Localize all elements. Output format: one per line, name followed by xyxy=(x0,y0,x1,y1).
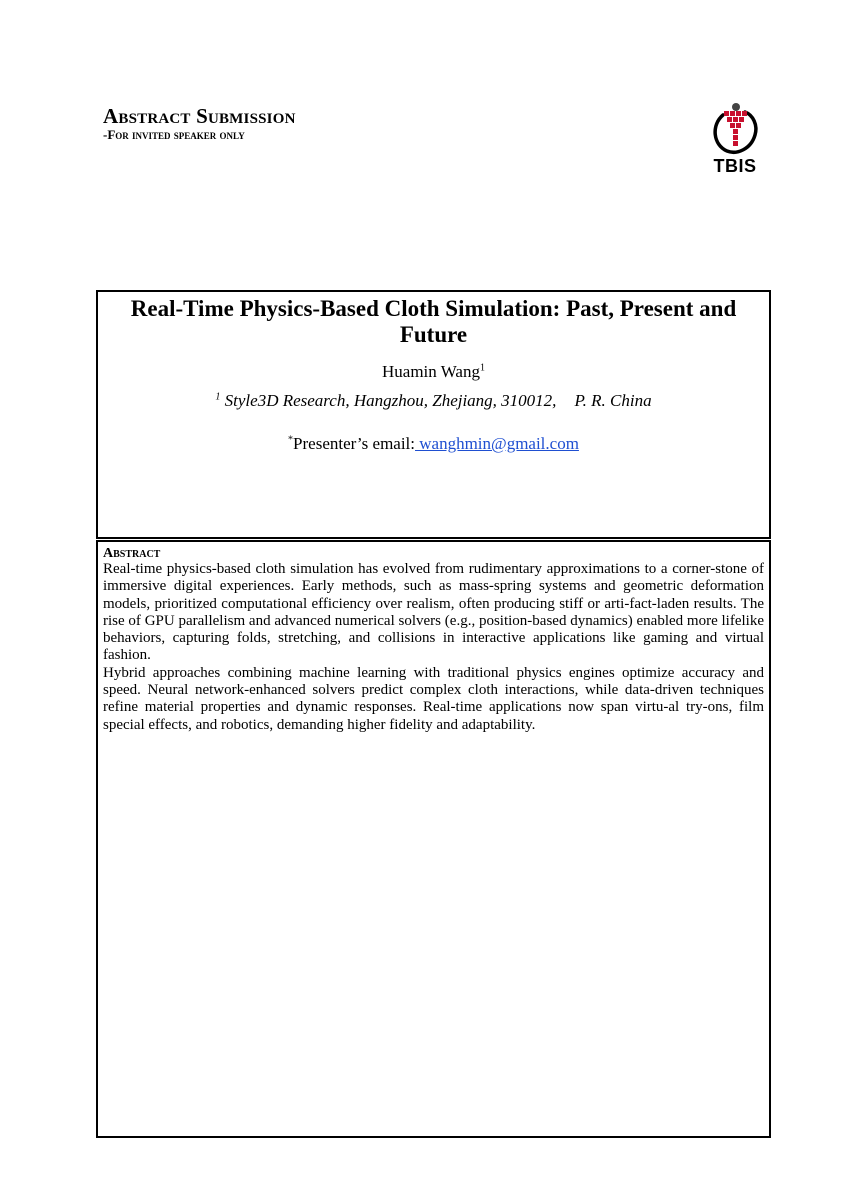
header-subtitle: -For invited speaker only xyxy=(103,127,245,142)
tbis-logo xyxy=(707,101,763,179)
abstract-box xyxy=(96,540,771,1138)
author-superscript: 1 xyxy=(479,362,485,374)
logo-text: TBIS xyxy=(713,156,757,176)
affiliation-superscript: 1 xyxy=(215,391,221,403)
abstract-body xyxy=(103,561,764,734)
submission-header xyxy=(103,104,296,142)
author-name: Huamin Wang xyxy=(382,362,480,381)
tbis-logo-icon xyxy=(707,101,763,157)
header-title: Abstract Submission xyxy=(103,104,296,128)
email-link[interactable]: wanghmin@gmail.com xyxy=(415,434,579,453)
presenter-superscript: * xyxy=(288,434,294,446)
paper-title: Real-Time Physics-Based Cloth Simulation: Past, Present and Future xyxy=(130,296,737,347)
email-line xyxy=(98,434,769,454)
title-box xyxy=(96,290,771,539)
abstract-heading: Abstract xyxy=(103,546,161,561)
author-line xyxy=(98,362,769,382)
abstract-paragraph: Hybrid approaches combining machine learning with traditional physics engines optimize accuracy and speed. Neural network-enhanced solvers predict complex cloth interactions, while data-driven techniques refine material properties and dynamic responses. Real-time applications now span virtu-al try-ons, film special effects, and robotics, demanding higher fidelity and adaptability. xyxy=(103,664,764,733)
email-label: Presenter’s email: xyxy=(293,434,416,453)
affiliation-country: P. R. China xyxy=(574,391,652,410)
affiliation-line xyxy=(98,391,769,411)
affiliation: Style3D Research, Hangzhou, Zhejiang, 310012, xyxy=(224,391,557,410)
abstract-paragraph: Real-time physics-based cloth simulation has evolved from rudimentary approximations to a corner-stone of immersive digital experiences. Early methods, such as mass-spring systems and geometric deformation models, prioritized computational efficiency over realism, often producing stiff or arti-fact-laden results. The rise of GPU parallelism and advanced numerical solvers (e.g., position-based dynamics) enabled more lifelike behaviors, capturing folds, stretching, and collisions in interactive applications like gaming and virtual fashion. xyxy=(103,561,764,664)
